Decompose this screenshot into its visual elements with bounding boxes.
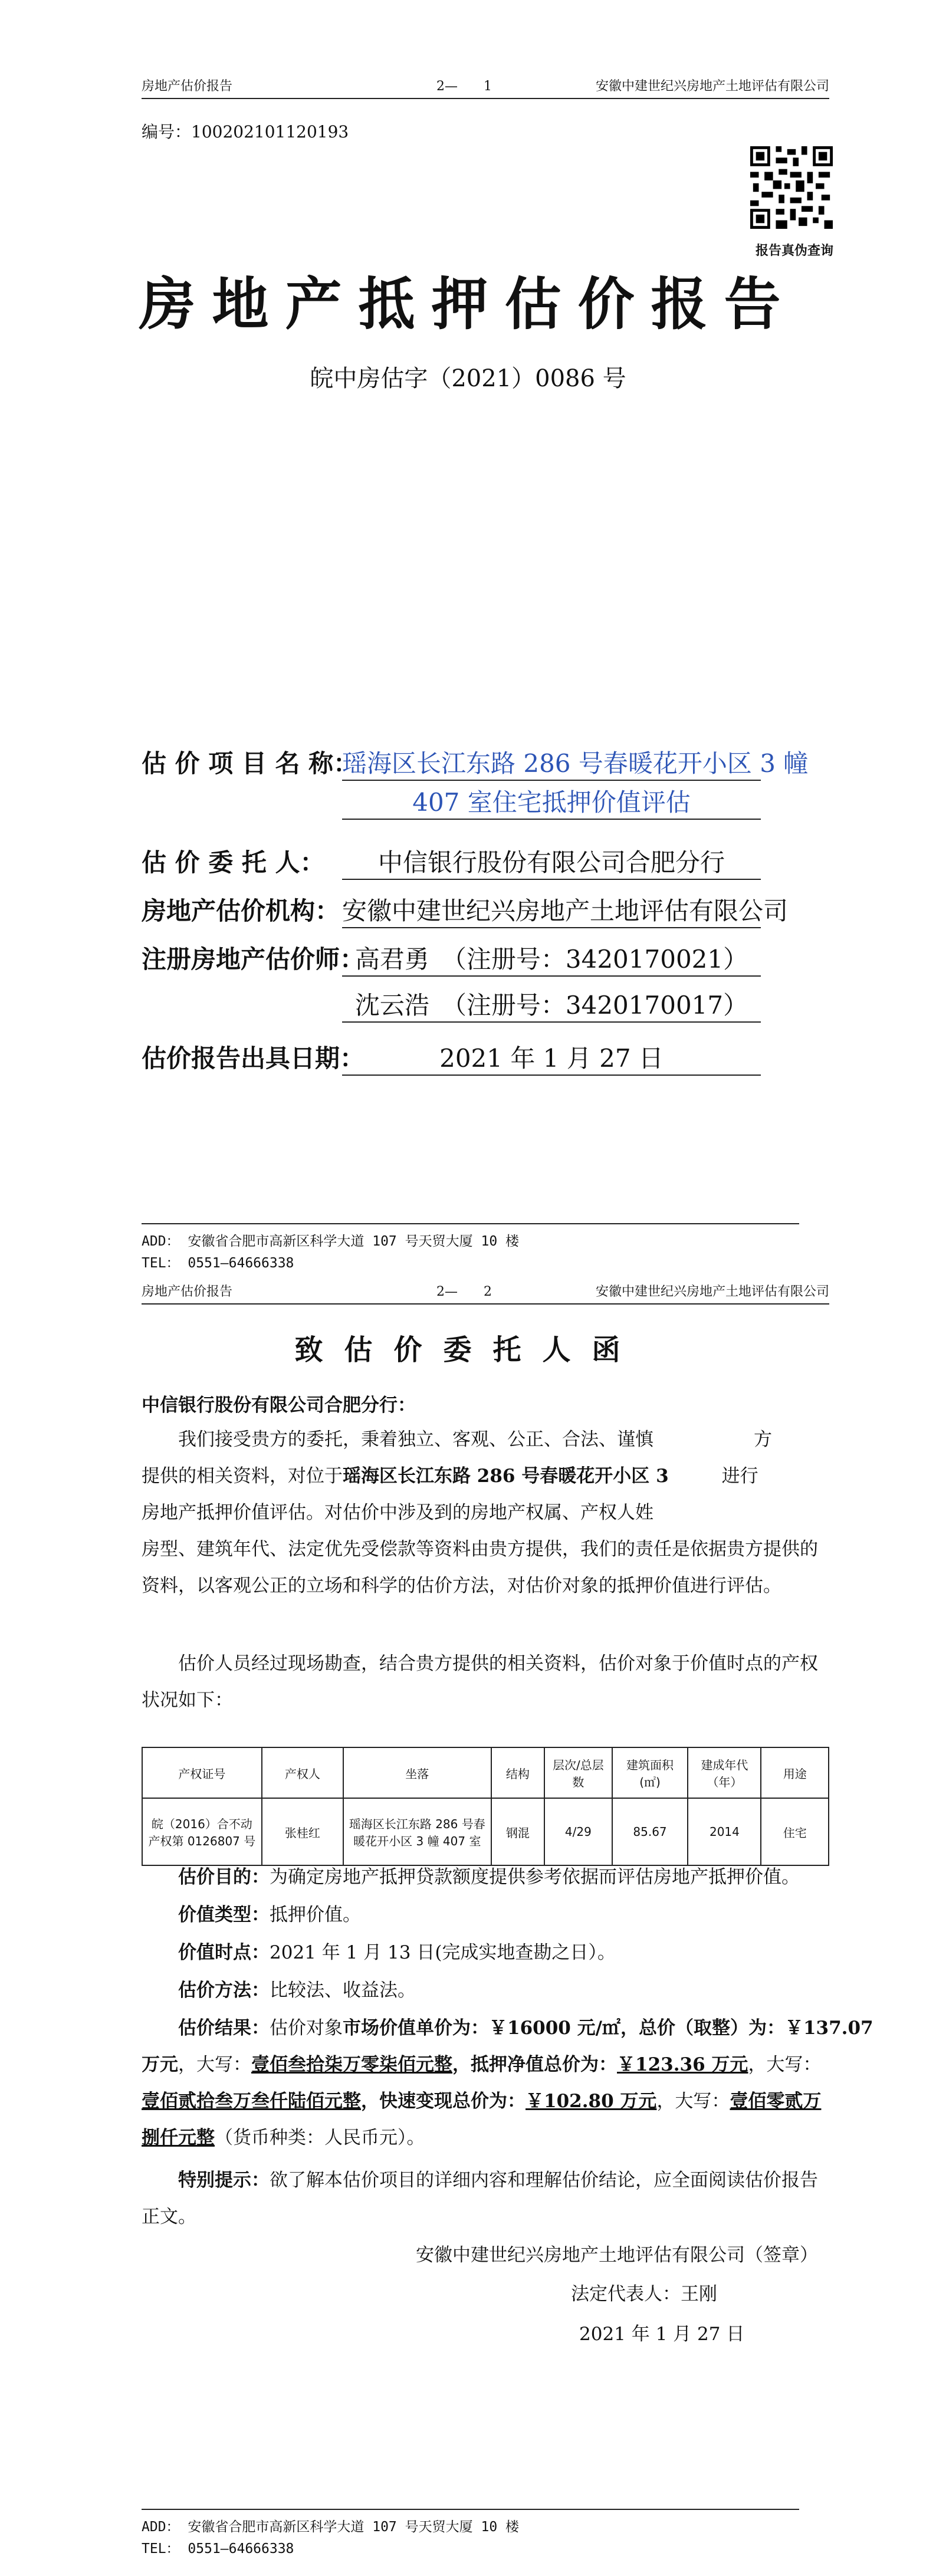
purpose-label: 估价目的： (178, 1867, 270, 1888)
table-cell: 2014 (688, 1798, 761, 1865)
tip-text-2: 正文。 (142, 2206, 196, 2227)
footer-address: ADD： 安徽省合肥市高新区科学大道 107 号天贸大厦 10 楼 (142, 2519, 520, 2535)
field-agency (142, 892, 814, 927)
field-label: 估 价 委 托 人： (142, 848, 325, 877)
footer-divider (142, 2509, 799, 2510)
value-date-text: 2021 年 1 月 13 日(完成实地查勘之日）。 (270, 1942, 616, 1963)
field-value: 安徽中建世纪兴房地产土地评估有限公司 (342, 892, 761, 928)
qr-label: 报告真伪查询 (755, 243, 833, 258)
table-cell: 钢混 (491, 1798, 545, 1865)
table-cell: 4/29 (544, 1798, 612, 1865)
intro-text-f: 资料，以客观公正的立场和科学的估价方法，对估价对象的抵押价值进行评估。 (142, 1575, 781, 1596)
report-title: 房地产抵押估价报告 (139, 271, 797, 337)
intro-text-c-end: 进行 (721, 1466, 758, 1487)
property-table (142, 1747, 829, 1866)
header-page-number: 2— 2 (436, 1284, 492, 1299)
field-label: 估价报告出具日期： (142, 1044, 365, 1073)
method-line (142, 1972, 829, 2009)
intro-text-c: 提供的相关资料，对位于 (142, 1466, 343, 1487)
field-project-name (142, 744, 814, 821)
field-value: 2021 年 1 月 27 日 (342, 1039, 761, 1076)
table-cell: 皖（2016）合不动产权第 0126807 号 (142, 1798, 262, 1865)
net-value-words: 壹佰贰拾叁万叁仟陆佰元整 (142, 2091, 361, 2112)
status-text-b: 状况如下： (142, 1690, 233, 1711)
field-value: 中信银行股份有限公司合肥分行 (342, 843, 761, 880)
value-date-label: 价值时点： (178, 1942, 270, 1963)
result-text-12: ，大写： (656, 2091, 730, 2112)
field-value[interactable]: 瑶海区长江东路 286 号春暖花开小区 3 幢 (342, 744, 761, 781)
field-label: 房地产估价机构： (142, 896, 340, 925)
quick-sale-words-2: 捌仟元整 (142, 2127, 215, 2148)
table-cell: 85.67 (612, 1798, 688, 1865)
market-value-unit: 万元 (142, 2054, 178, 2075)
tip-text: 欲了解本估价项目的详细内容和理解估价结论，应全面阅读估价报告 (270, 2170, 818, 2191)
table-header-cell: 坐落 (343, 1747, 491, 1798)
page-header (142, 1280, 829, 1305)
purpose-line (142, 1859, 829, 1895)
intro-text-b: 方 (754, 1429, 772, 1450)
footer-address: ADD： 安徽省合肥市高新区科学大道 107 号天贸大厦 10 楼 (142, 1234, 520, 1249)
market-value: 市场价值单价为：￥16000 元/㎡，总价（取整）为：￥137.07 (343, 2018, 873, 2039)
footer-phone: TEL： 0551—64666338 (142, 1256, 294, 1271)
header-right: 安徽中建世纪兴房地产土地评估有限公司 (595, 79, 829, 94)
qr-code-icon[interactable] (750, 146, 833, 229)
value-type-line (142, 1897, 829, 1933)
paragraph-intro (142, 1421, 829, 1604)
letter-title: 致估价委托人函 (294, 1333, 642, 1366)
addressee: 中信银行股份有限公司合肥分行： (142, 1395, 416, 1416)
table-header-cell: 产权证号 (142, 1747, 262, 1798)
value-date-line (142, 1934, 829, 1971)
intro-text-e: 房型、建筑年代、法定优先受偿款等资料由贵方提供，我们的责任是依据贵方提供的 (142, 1539, 818, 1560)
signature-date: 2021 年 1 月 27 日 (579, 2324, 745, 2345)
intro-text-d: 房地产抵押价值评估。对估价中涉及到的房地产权属、产权人姓 (142, 1502, 653, 1523)
table-header-row (142, 1747, 829, 1798)
page-header (142, 74, 829, 99)
table-cell: 张桂红 (262, 1798, 343, 1865)
result-text-4: ，大写： (178, 2054, 251, 2075)
result-label: 估价结果： (178, 2018, 270, 2039)
quick-sale-words: 壹佰零贰万 (730, 2091, 822, 2112)
footer-divider (142, 1223, 799, 1224)
tip-paragraph (142, 2162, 829, 2235)
document-number: 皖中房估字（2021）0086 号 (310, 365, 626, 392)
legal-representative: 法定代表人：王刚 (571, 2283, 717, 2305)
tip-label: 特别提示： (178, 2170, 270, 2191)
method-label: 估价方法： (178, 1980, 270, 2001)
field-value-line2[interactable]: 407 室住宅抵押价值评估 (342, 783, 761, 820)
property-address: 瑶海区长江东路 286 号春暖花开小区 3 (343, 1466, 669, 1487)
method-text: 比较法、收益法。 (270, 1980, 416, 2001)
page-footer (142, 2509, 808, 2557)
field-client (142, 843, 814, 879)
quick-sale-value: ￥102.80 万元 (526, 2091, 657, 2112)
table-cell: 住宅 (761, 1798, 829, 1865)
field-appraisers (142, 940, 814, 1023)
field-value-line2: 沈云浩 （注册号：3420170017） (342, 986, 761, 1023)
field-label: 估 价 项 目 名 称： (142, 749, 359, 778)
result-text-10: ，快速变现总价为： (361, 2091, 526, 2112)
table-header-cell: 建成年代（年） (688, 1747, 761, 1798)
market-value-words: 壹佰叁拾柒万零柒佰元整 (251, 2054, 452, 2075)
result-text-6: ，抵押净值总价为： (452, 2054, 617, 2075)
report-code: 编号：100202101120193 (142, 122, 349, 142)
value-type-text: 抵押价值。 (270, 1904, 361, 1926)
page-footer (142, 1223, 808, 1271)
cover-page (0, 0, 936, 1274)
result-text-8: ，大写： (748, 2054, 822, 2075)
header-page-number: 2— 1 (436, 79, 492, 94)
paragraph-status (142, 1645, 829, 1719)
field-value: 高君勇 （注册号：3420170021） (342, 940, 761, 977)
table-cell: 瑶海区长江东路 286 号春暖花开小区 3 幢 407 室 (343, 1798, 491, 1865)
table-header-cell: 层次/总层数 (544, 1747, 612, 1798)
header-right: 安徽中建世纪兴房地产土地评估有限公司 (595, 1284, 829, 1299)
header-left: 房地产估价报告 (142, 79, 233, 94)
table-row (142, 1798, 829, 1865)
status-text-a: 估价人员经过现场勘查，结合贵方提供的相关资料，估价对象于价值时点的产权 (178, 1653, 818, 1674)
header-left: 房地产估价报告 (142, 1284, 233, 1299)
table-header-cell: 结构 (491, 1747, 545, 1798)
table-header-cell: 产权人 (262, 1747, 343, 1798)
field-report-date (142, 1039, 814, 1075)
field-label: 注册房地产估价师： (142, 945, 365, 974)
currency-note: （货币种类：人民币元）。 (215, 2127, 425, 2148)
intro-text-a: 我们接受贵方的委托，秉着独立、客观、公正、合法、谨慎 (178, 1429, 653, 1450)
company-signature: 安徽中建世纪兴房地产土地评估有限公司（签章） (416, 2245, 818, 2266)
table-header-cell: 建筑面积(㎡) (612, 1747, 688, 1798)
net-mortgage-value: ￥123.36 万元 (617, 2054, 748, 2075)
result-paragraph (142, 2010, 873, 2156)
table-header-cell: 用途 (761, 1747, 829, 1798)
result-text-1: 估价对象 (270, 2018, 343, 2039)
value-type-label: 价值类型： (178, 1904, 270, 1926)
purpose-text: 为确定房地产抵押贷款额度提供参考依据而评估房地产抵押价值。 (270, 1867, 800, 1888)
footer-phone: TEL： 0551—64666338 (142, 2541, 294, 2557)
